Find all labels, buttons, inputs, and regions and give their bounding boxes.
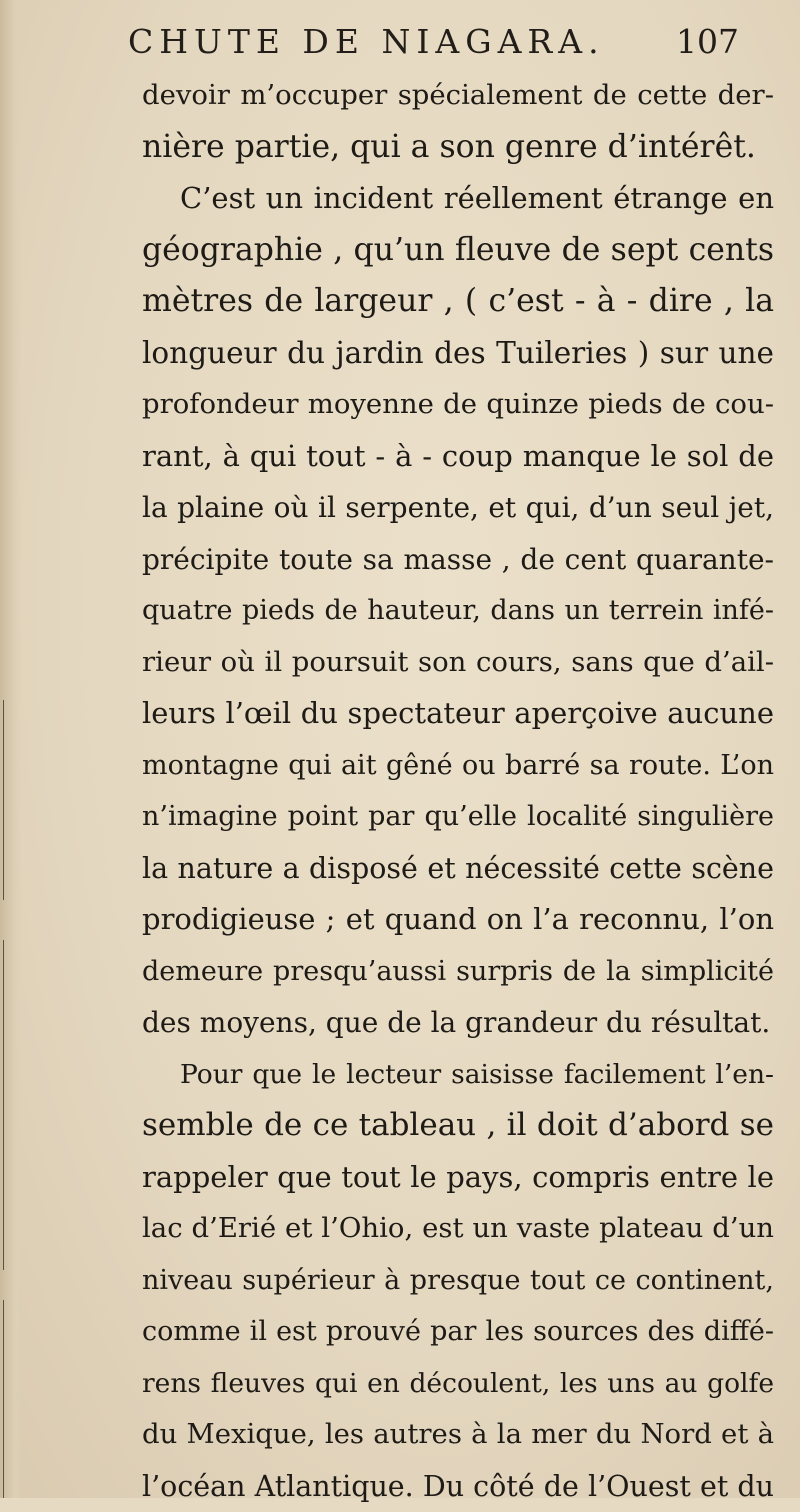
text-line: lac d’Erié et l’Ohio, est un vaste plateau d’un [142, 1203, 774, 1255]
text-line: la nature a disposé et nécessité cette scène [142, 843, 774, 895]
text-line: longueur du jardin des Tuileries ) sur une [142, 328, 774, 380]
text-line: n’imagine point par qu’elle localité singulière [142, 791, 774, 843]
text-line: C’est un incident réellement étrange en [142, 173, 774, 225]
text-line: comme il est prouvé par les sources des diffé- [142, 1306, 774, 1358]
page-header [0, 18, 800, 66]
text-line: rieur où il poursuit son cours, sans que d’ail- [142, 637, 774, 689]
text-line: des moyens, que de la grandeur du résultat. [142, 997, 774, 1049]
text-line: montagne qui ait gêné ou barré sa route. L’on [142, 740, 774, 792]
page-binding-edge [0, 0, 22, 1498]
page-number: 107 [676, 18, 739, 66]
text-line: profondeur moyenne de quinze pieds de cou- [142, 379, 774, 431]
text-line: précipite toute sa masse , de cent quarante- [142, 534, 774, 586]
edge-shadow-line [3, 1300, 4, 1498]
text-line: rappeler que tout le pays, compris entre le [142, 1152, 774, 1204]
text-line: nière partie, qui a son genre d’intérêt. [142, 122, 774, 174]
text-line: rens fleuves qui en découlent, les uns au golfe [142, 1358, 774, 1410]
text-line: Pour que le lecteur saisisse facilement l’en- [142, 1049, 774, 1101]
running-title: CHUTE DE NIAGARA. [128, 18, 605, 66]
text-line: leurs l’œil du spectateur aperçoive aucune [142, 688, 774, 740]
text-line: prodigieuse ; et quand on l’a reconnu, l’on [142, 894, 774, 946]
body-text [142, 70, 774, 1512]
text-line: du Mexique, les autres à la mer du Nord et à [142, 1409, 774, 1461]
text-line: demeure presqu’aussi surpris de la simplicité [142, 946, 774, 998]
edge-shadow-line [3, 940, 4, 1270]
text-line: mètres de largeur , ( c’est - à - dire , la [142, 276, 774, 328]
text-line: niveau supérieur à presque tout ce continent, [142, 1255, 774, 1307]
text-line: géographie , qu’un fleuve de sept cents [142, 225, 774, 277]
text-line: quatre pieds de hauteur, dans un terrein infé- [142, 585, 774, 637]
text-line: rant, à qui tout - à - coup manque le sol de [142, 431, 774, 483]
edge-shadow-line [3, 700, 4, 900]
text-line: devoir m’occuper spécialement de cette der- [142, 70, 774, 122]
text-line: semble de ce tableau , il doit d’abord se [142, 1100, 774, 1152]
text-line: la plaine où il serpente, et qui, d’un seul jet, [142, 482, 774, 534]
text-line: l’océan Atlantique. Du côté de l’Ouest et du [142, 1461, 774, 1512]
